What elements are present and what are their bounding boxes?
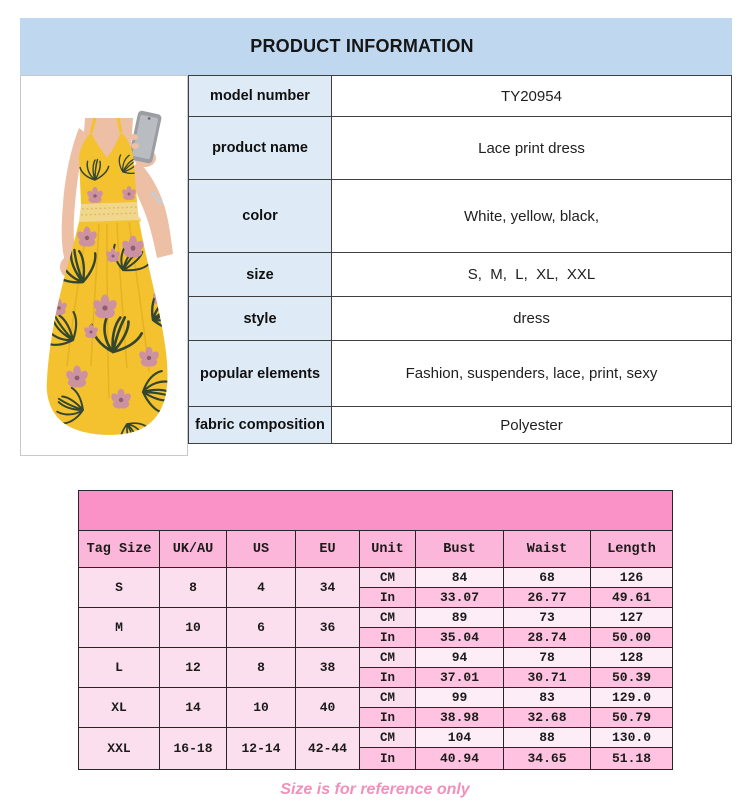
product-info-section xyxy=(20,18,732,456)
attribute-label: product name xyxy=(189,117,332,180)
waist-value: 68 xyxy=(504,568,591,588)
page-title: PRODUCT INFORMATION xyxy=(250,36,474,56)
attribute-value: Fashion, suspenders, lace, print, sexy xyxy=(332,341,732,407)
unit-label: CM xyxy=(360,648,416,668)
size-row-cm xyxy=(79,568,673,588)
attribute-label: color xyxy=(189,180,332,253)
eu-cell: 34 xyxy=(296,568,360,608)
unit-label: In xyxy=(360,668,416,688)
uk-au-cell: 10 xyxy=(160,608,227,648)
table-row xyxy=(189,180,732,253)
waist-value: 28.74 xyxy=(504,628,591,648)
dress-photo-illustration xyxy=(21,76,187,455)
eu-cell: 36 xyxy=(296,608,360,648)
eu-cell: 38 xyxy=(296,648,360,688)
attribute-label: model number xyxy=(189,76,332,117)
bust-value: 94 xyxy=(416,648,504,668)
uk-au-cell: 14 xyxy=(160,688,227,728)
attribute-value: S, M, L, XL, XXL xyxy=(332,253,732,297)
product-information-header xyxy=(20,18,732,75)
length-value: 50.39 xyxy=(591,668,673,688)
column-header: Tag Size xyxy=(79,531,160,568)
eu-cell: 40 xyxy=(296,688,360,728)
size-chart-section xyxy=(78,490,673,770)
bust-value: 89 xyxy=(416,608,504,628)
table-row xyxy=(189,253,732,297)
waist-value: 34.65 xyxy=(504,748,591,770)
product-attributes-table xyxy=(188,75,732,444)
bust-value: 35.04 xyxy=(416,628,504,648)
tag-size-cell: M xyxy=(79,608,160,648)
eu-cell: 42-44 xyxy=(296,728,360,770)
chart-title-band-cell xyxy=(79,491,673,531)
product-info-body xyxy=(20,75,732,456)
size-row-cm xyxy=(79,728,673,748)
unit-label: CM xyxy=(360,688,416,708)
size-row-cm xyxy=(79,648,673,668)
tag-size-cell: XXL xyxy=(79,728,160,770)
bust-value: 37.01 xyxy=(416,668,504,688)
product-photo xyxy=(20,75,188,456)
length-value: 130.0 xyxy=(591,728,673,748)
length-value: 50.00 xyxy=(591,628,673,648)
bust-value: 104 xyxy=(416,728,504,748)
unit-label: CM xyxy=(360,568,416,588)
us-cell: 6 xyxy=(227,608,296,648)
us-cell: 10 xyxy=(227,688,296,728)
table-row xyxy=(189,407,732,444)
size-row-cm xyxy=(79,688,673,708)
attribute-value: White, yellow, black, xyxy=(332,180,732,253)
length-value: 126 xyxy=(591,568,673,588)
waist-value: 26.77 xyxy=(504,588,591,608)
bust-value: 84 xyxy=(416,568,504,588)
size-chart-table xyxy=(78,490,673,770)
table-row xyxy=(189,297,732,341)
bust-value: 33.07 xyxy=(416,588,504,608)
attribute-label: fabric composition xyxy=(189,407,332,444)
length-value: 50.79 xyxy=(591,708,673,728)
waist-value: 73 xyxy=(504,608,591,628)
size-row-cm xyxy=(79,608,673,628)
unit-label: CM xyxy=(360,728,416,748)
attribute-value: dress xyxy=(332,297,732,341)
attribute-label: size xyxy=(189,253,332,297)
column-header: Length xyxy=(591,531,673,568)
bust-value: 99 xyxy=(416,688,504,708)
bust-value: 38.98 xyxy=(416,708,504,728)
unit-label: In xyxy=(360,628,416,648)
tag-size-cell: XL xyxy=(79,688,160,728)
chart-title-band xyxy=(79,491,673,531)
column-header: US xyxy=(227,531,296,568)
uk-au-cell: 8 xyxy=(160,568,227,608)
unit-label: In xyxy=(360,708,416,728)
length-value: 49.61 xyxy=(591,588,673,608)
unit-label: In xyxy=(360,748,416,770)
attribute-value: Lace print dress xyxy=(332,117,732,180)
column-header: EU xyxy=(296,531,360,568)
column-header: Waist xyxy=(504,531,591,568)
length-value: 51.18 xyxy=(591,748,673,770)
attribute-label: style xyxy=(189,297,332,341)
length-value: 128 xyxy=(591,648,673,668)
unit-label: In xyxy=(360,588,416,608)
us-cell: 4 xyxy=(227,568,296,608)
unit-label: CM xyxy=(360,608,416,628)
tag-size-cell: S xyxy=(79,568,160,608)
waist-value: 83 xyxy=(504,688,591,708)
table-row xyxy=(189,341,732,407)
us-cell: 8 xyxy=(227,648,296,688)
uk-au-cell: 16-18 xyxy=(160,728,227,770)
column-header: Unit xyxy=(360,531,416,568)
waist-value: 88 xyxy=(504,728,591,748)
waist-value: 30.71 xyxy=(504,668,591,688)
size-reference-note: Size is for reference only xyxy=(280,781,470,798)
table-row xyxy=(189,76,732,117)
length-value: 129.0 xyxy=(591,688,673,708)
attribute-value: Polyester xyxy=(332,407,732,444)
column-header: UK/AU xyxy=(160,531,227,568)
table-row xyxy=(189,117,732,180)
attribute-label: popular elements xyxy=(189,341,332,407)
bust-value: 40.94 xyxy=(416,748,504,770)
length-value: 127 xyxy=(591,608,673,628)
column-header: Bust xyxy=(416,531,504,568)
waist-value: 78 xyxy=(504,648,591,668)
attribute-value: TY20954 xyxy=(332,76,732,117)
waist-value: 32.68 xyxy=(504,708,591,728)
tag-size-cell: L xyxy=(79,648,160,688)
chart-header-row xyxy=(79,531,673,568)
us-cell: 12-14 xyxy=(227,728,296,770)
uk-au-cell: 12 xyxy=(160,648,227,688)
